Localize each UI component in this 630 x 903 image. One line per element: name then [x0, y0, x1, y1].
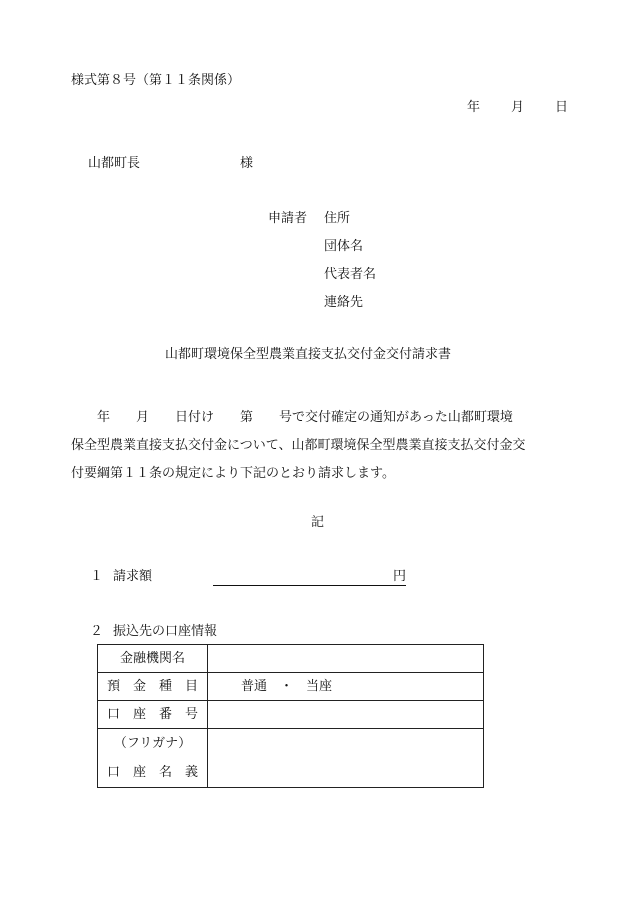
applicant-label: 申請者: [268, 211, 308, 226]
item1-label: 請求額: [113, 569, 153, 584]
applicant-organization-label: 団体名: [324, 239, 364, 254]
body-line: 年 月 日付け 第 号で交付確定の通知があった山都町環境: [71, 410, 513, 425]
addressee-honorific: 様: [240, 156, 254, 171]
body-line: 付要綱第１１条の規定により下記のとおり請求します。: [71, 466, 395, 481]
applicant-contact-label: 連絡先: [324, 295, 364, 310]
body-line: 保全型農業直接支払交付金について、山都町環境保全型農業直接支払交付金交: [71, 438, 526, 453]
account-name-label: 口 座 名 義: [106, 765, 198, 780]
item2-number: ２: [90, 624, 104, 639]
applicant-fields: [324, 212, 376, 324]
furigana-label: （フリガナ）: [113, 736, 192, 751]
document-title: 山都町環境保全型農業直接支払交付金交付請求書: [165, 347, 452, 362]
applicant-address-label: 住所: [324, 211, 351, 226]
addressee-name: 山都町長: [88, 156, 141, 171]
table-row: [98, 645, 484, 673]
date-year-label: 年: [467, 100, 481, 115]
account-number-field[interactable]: [208, 701, 484, 729]
account-number-label: 口 座 番 号: [98, 701, 208, 729]
date-line: [467, 101, 568, 114]
applicant-representative-label: 代表者名: [324, 267, 377, 282]
table-row: [98, 729, 484, 788]
amount-field[interactable]: [213, 570, 406, 586]
amount-unit: 円: [392, 569, 406, 584]
date-day-label: 日: [555, 100, 569, 115]
deposit-type-label: 預 金 種 目: [98, 673, 208, 701]
date-month-label: 月: [511, 100, 525, 115]
account-name-label-cell: [98, 729, 208, 788]
form-number: 様式第８号（第１１条関係）: [71, 73, 241, 88]
bank-name-label: 金融機関名: [98, 645, 208, 673]
deposit-type-field[interactable]: 普通 ・ 当座: [208, 673, 484, 701]
item1-number: １: [90, 569, 104, 584]
bank-name-field[interactable]: [208, 645, 484, 673]
request-body: [71, 404, 565, 488]
table-row: [98, 701, 484, 729]
account-name-field[interactable]: [208, 729, 484, 788]
table-row: [98, 673, 484, 701]
ki-heading: 記: [311, 515, 325, 530]
item2-label: 振込先の口座情報: [113, 624, 218, 639]
account-info-table: [97, 644, 484, 788]
